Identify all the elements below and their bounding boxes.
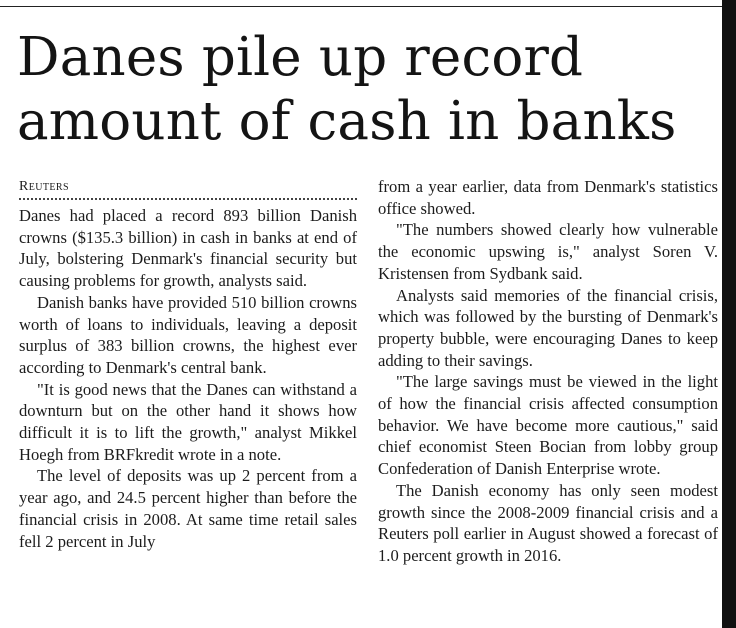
- paragraph: The Danish economy has only seen modest growth since the 2008-2009 financial crisis and a Reuters poll earlier in August showed a forecast of 1.0 percent growth in 2016.: [378, 480, 718, 565]
- paragraph: "The numbers showed clearly how vulnerable the economic upswing is," analyst Soren V. Kristensen from Sydbank said.: [378, 220, 718, 283]
- headline: Danes pile up record amount of cash in banks: [17, 27, 677, 152]
- article-column-left: [19, 176, 357, 552]
- paragraph: Danes had placed a record 893 billion Danish crowns ($135.3 billion) in cash in banks at end of July, bolstering Denmark's financial security but causing problems for growth, analysts said.: [19, 206, 357, 291]
- page-edge-bar: [722, 0, 736, 628]
- byline: Reuters: [19, 176, 357, 200]
- paragraph: The level of deposits was up 2 percent from a year ago, and 24.5 percent higher than before the financial crisis in 2008. At same time retail sales fell 2 percent in July: [19, 466, 357, 551]
- paragraph: Danish banks have provided 510 billion crowns worth of loans to individuals, leaving a deposit surplus of 383 billion crowns, the highest ever according to Denmark's central bank.: [19, 292, 357, 377]
- top-rule: [0, 0, 722, 7]
- paragraph: "It is good news that the Danes can withstand a downturn but on the other hand it shows how difficult it is to lift the growth," analyst Mikkel Hoegh from BRFkredit wrote in a note.: [19, 379, 357, 464]
- article-column-right: [378, 176, 718, 567]
- paragraph: Analysts said memories of the financial crisis, which was followed by the bursting of Denmark's property bubble, were encouraging Danes to keep adding to their savings.: [378, 285, 718, 370]
- paragraph: "The large savings must be viewed in the light of how the financial crisis affected consumption behavior. We have become more cautious," said chief economist Steen Bocian from lobby group Confederation of Danish Enterprise wrote.: [378, 372, 718, 479]
- paragraph: from a year earlier, data from Denmark's statistics office showed.: [378, 177, 718, 218]
